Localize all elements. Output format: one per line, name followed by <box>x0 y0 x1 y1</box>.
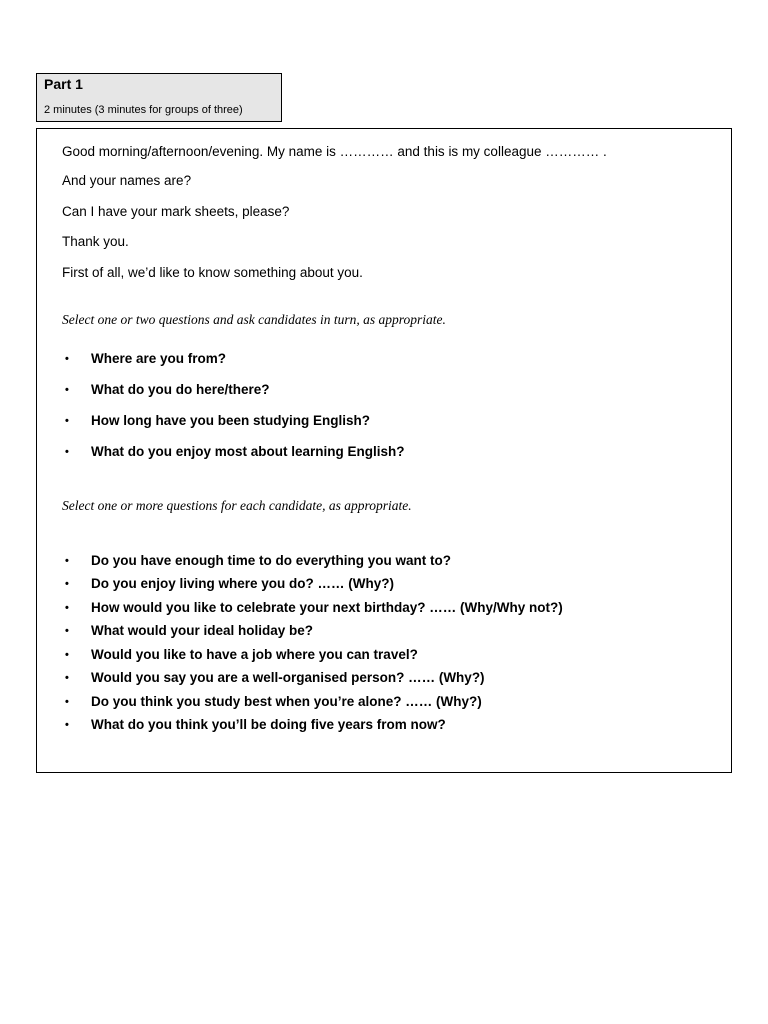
section2-question <box>62 717 446 733</box>
bullet-icon: • <box>65 602 69 614</box>
section1-instruction: Select one or two questions and ask candidates in turn, as appropriate. <box>62 312 446 327</box>
section2-question <box>62 694 482 710</box>
bullet-icon: • <box>65 353 69 365</box>
question-text: Where are you from? <box>91 351 227 366</box>
names-line: And your names are? <box>62 173 192 188</box>
examiner-script-box <box>36 128 732 773</box>
greeting-line: Good morning/afternoon/evening. My name is ………… and this is my colleague ………… . <box>62 144 607 159</box>
question-text: How long have you been studying English? <box>91 413 371 428</box>
section2-instruction: Select one or more questions for each candidate, as appropriate. <box>62 498 412 513</box>
bullet-icon: • <box>65 578 69 590</box>
section2-question <box>62 576 394 592</box>
part-timing: 2 minutes (3 minutes for groups of three) <box>44 104 243 116</box>
section2-question <box>62 670 485 686</box>
section1-question <box>62 444 405 460</box>
question-text: What do you think you’ll be doing five years from now? <box>91 717 446 732</box>
bullet-icon: • <box>65 384 69 396</box>
bullet-icon: • <box>65 555 69 567</box>
section2-question <box>62 623 313 639</box>
question-text: Do you have enough time to do everything you want to? <box>91 553 452 568</box>
mark-sheets-line: Can I have your mark sheets, please? <box>62 204 290 219</box>
question-text: What would your ideal holiday be? <box>91 623 314 638</box>
bullet-icon: • <box>65 415 69 427</box>
question-text: Would you like to have a job where you can travel? <box>91 647 418 662</box>
thanks-line: Thank you. <box>62 234 129 249</box>
bullet-icon: • <box>65 696 69 708</box>
section2-question <box>62 647 418 663</box>
section1-question <box>62 413 370 429</box>
intro-line: First of all, we’d like to know something about you. <box>62 265 363 280</box>
bullet-icon: • <box>65 625 69 637</box>
bullet-icon: • <box>65 446 69 458</box>
bullet-icon: • <box>65 719 69 731</box>
bullet-icon: • <box>65 649 69 661</box>
section1-question <box>62 382 270 398</box>
bullet-icon: • <box>65 672 69 684</box>
part-header <box>36 73 282 122</box>
question-text: What do you enjoy most about learning English? <box>91 444 405 459</box>
question-text: How would you like to celebrate your next birthday? …… (Why/Why not?) <box>91 600 563 615</box>
section1-question <box>62 351 226 367</box>
question-text: Would you say you are a well-organised person? …… (Why?) <box>91 670 485 685</box>
question-text: Do you enjoy living where you do? …… (Why?) <box>91 576 395 591</box>
question-text: What do you do here/there? <box>91 382 270 397</box>
part-title: Part 1 <box>44 76 83 92</box>
section2-question <box>62 600 563 616</box>
question-text: Do you think you study best when you’re alone? …… (Why?) <box>91 694 482 709</box>
section2-question <box>62 553 451 569</box>
